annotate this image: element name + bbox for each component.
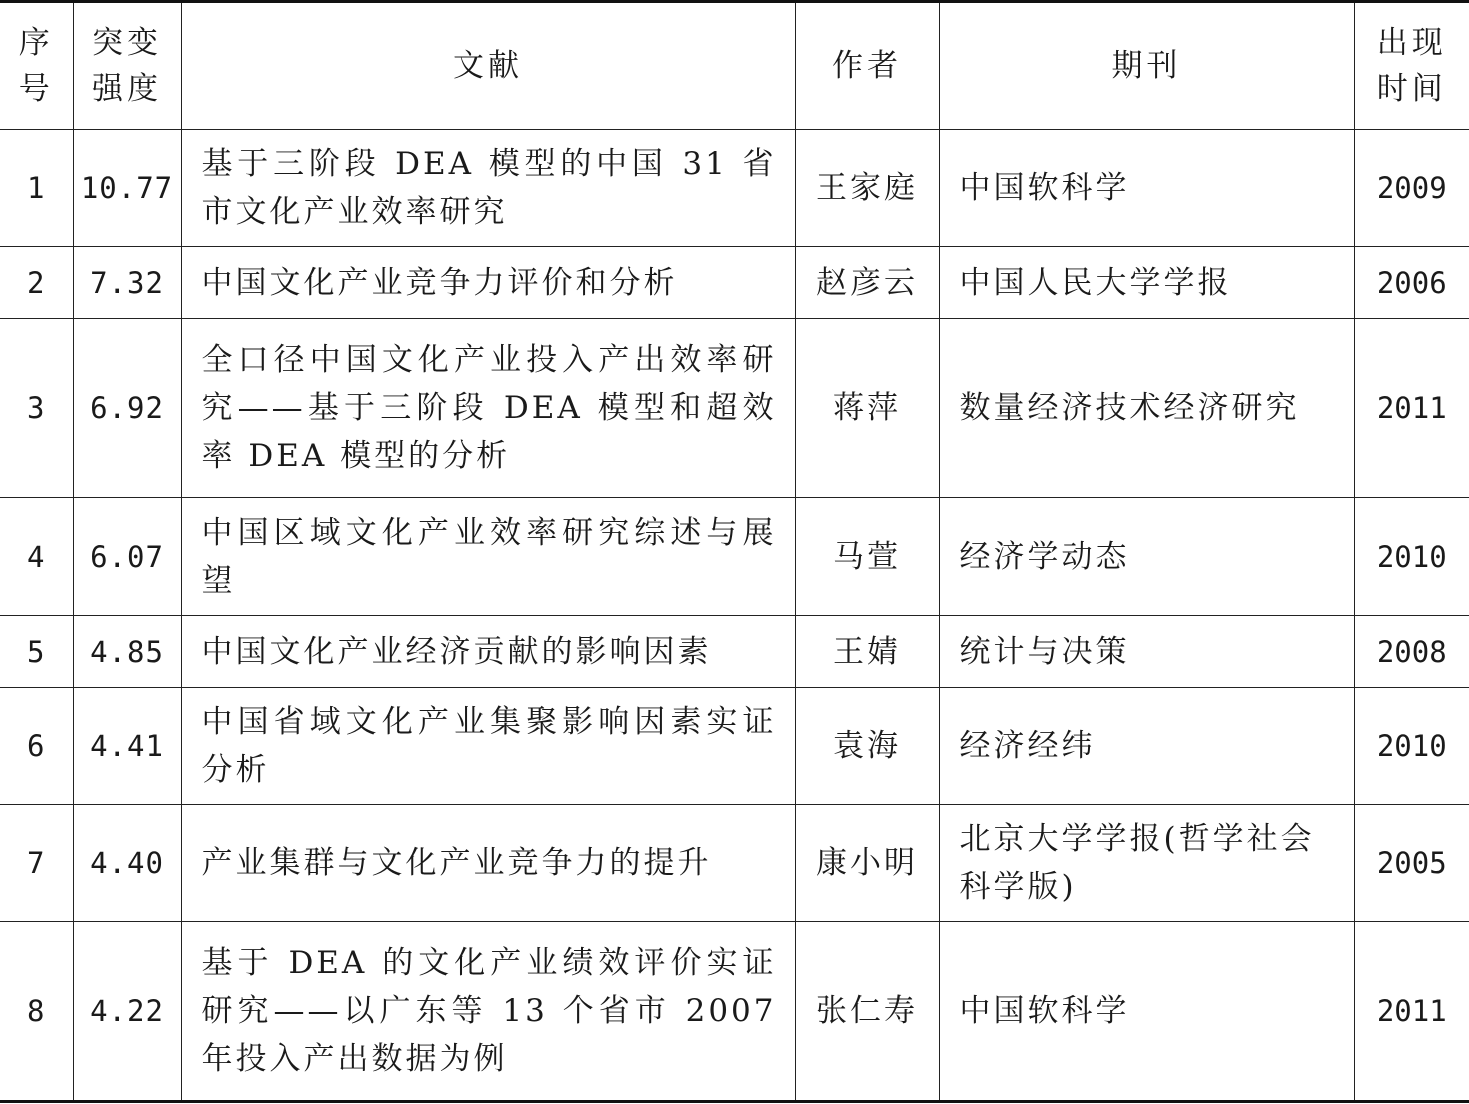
cell-strength: 6.07 (73, 498, 181, 616)
cell-author: 赵彦云 (795, 247, 939, 319)
table-row (0, 247, 1469, 319)
cell-author: 马萱 (795, 498, 939, 616)
cell-author: 王婧 (795, 616, 939, 688)
cell-year: 2011 (1354, 319, 1469, 498)
header-row (0, 2, 1469, 130)
cell-year: 2006 (1354, 247, 1469, 319)
cell-author: 张仁寿 (795, 922, 939, 1102)
cell-strength: 10.77 (73, 130, 181, 247)
cell-author: 袁海 (795, 688, 939, 805)
table-row (0, 616, 1469, 688)
cell-strength: 4.40 (73, 805, 181, 922)
cell-index: 7 (0, 805, 73, 922)
cell-index: 3 (0, 319, 73, 498)
cell-title: 中国区域文化产业效率研究综述与展望 (181, 498, 795, 616)
cell-year: 2005 (1354, 805, 1469, 922)
table-row (0, 688, 1469, 805)
cell-index: 8 (0, 922, 73, 1102)
cell-index: 5 (0, 616, 73, 688)
cell-title: 全口径中国文化产业投入产出效率研究——基于三阶段 DEA 模型和超效率 DEA 模型的分析 (181, 319, 795, 498)
cell-journal: 统计与决策 (939, 616, 1354, 688)
cell-strength: 4.22 (73, 922, 181, 1102)
header-year: 出现 时间 (1354, 2, 1469, 130)
table-row (0, 922, 1469, 1102)
cell-strength: 4.85 (73, 616, 181, 688)
cell-strength: 4.41 (73, 688, 181, 805)
cell-journal: 中国人民大学学报 (939, 247, 1354, 319)
cell-year: 2010 (1354, 498, 1469, 616)
cell-author: 蒋萍 (795, 319, 939, 498)
table-row (0, 805, 1469, 922)
cell-index: 6 (0, 688, 73, 805)
table-row (0, 498, 1469, 616)
cell-title: 中国文化产业经济贡献的影响因素 (181, 616, 795, 688)
header-strength: 突变 强度 (73, 2, 181, 130)
cell-year: 2009 (1354, 130, 1469, 247)
header-title: 文献 (181, 2, 795, 130)
cell-strength: 7.32 (73, 247, 181, 319)
cell-journal: 中国软科学 (939, 130, 1354, 247)
header-index: 序 号 (0, 2, 73, 130)
cell-journal: 经济学动态 (939, 498, 1354, 616)
cell-author: 康小明 (795, 805, 939, 922)
cell-author: 王家庭 (795, 130, 939, 247)
table-row (0, 319, 1469, 498)
cell-journal: 北京大学学报(哲学社会科学版) (939, 805, 1354, 922)
cell-title: 基于 DEA 的文化产业绩效评价实证研究——以广东等 13 个省市 2007 年投入产出数据为例 (181, 922, 795, 1102)
cell-index: 4 (0, 498, 73, 616)
cell-title: 中国文化产业竞争力评价和分析 (181, 247, 795, 319)
cell-strength: 6.92 (73, 319, 181, 498)
header-author: 作者 (795, 2, 939, 130)
cell-title: 产业集群与文化产业竞争力的提升 (181, 805, 795, 922)
cell-index: 1 (0, 130, 73, 247)
cell-year: 2008 (1354, 616, 1469, 688)
cell-title: 中国省域文化产业集聚影响因素实证分析 (181, 688, 795, 805)
header-journal: 期刊 (939, 2, 1354, 130)
cell-year: 2011 (1354, 922, 1469, 1102)
cell-journal: 经济经纬 (939, 688, 1354, 805)
cell-title: 基于三阶段 DEA 模型的中国 31 省市文化产业效率研究 (181, 130, 795, 247)
table-row (0, 130, 1469, 247)
cell-index: 2 (0, 247, 73, 319)
cell-journal: 数量经济技术经济研究 (939, 319, 1354, 498)
cell-year: 2010 (1354, 688, 1469, 805)
cell-journal: 中国软科学 (939, 922, 1354, 1102)
